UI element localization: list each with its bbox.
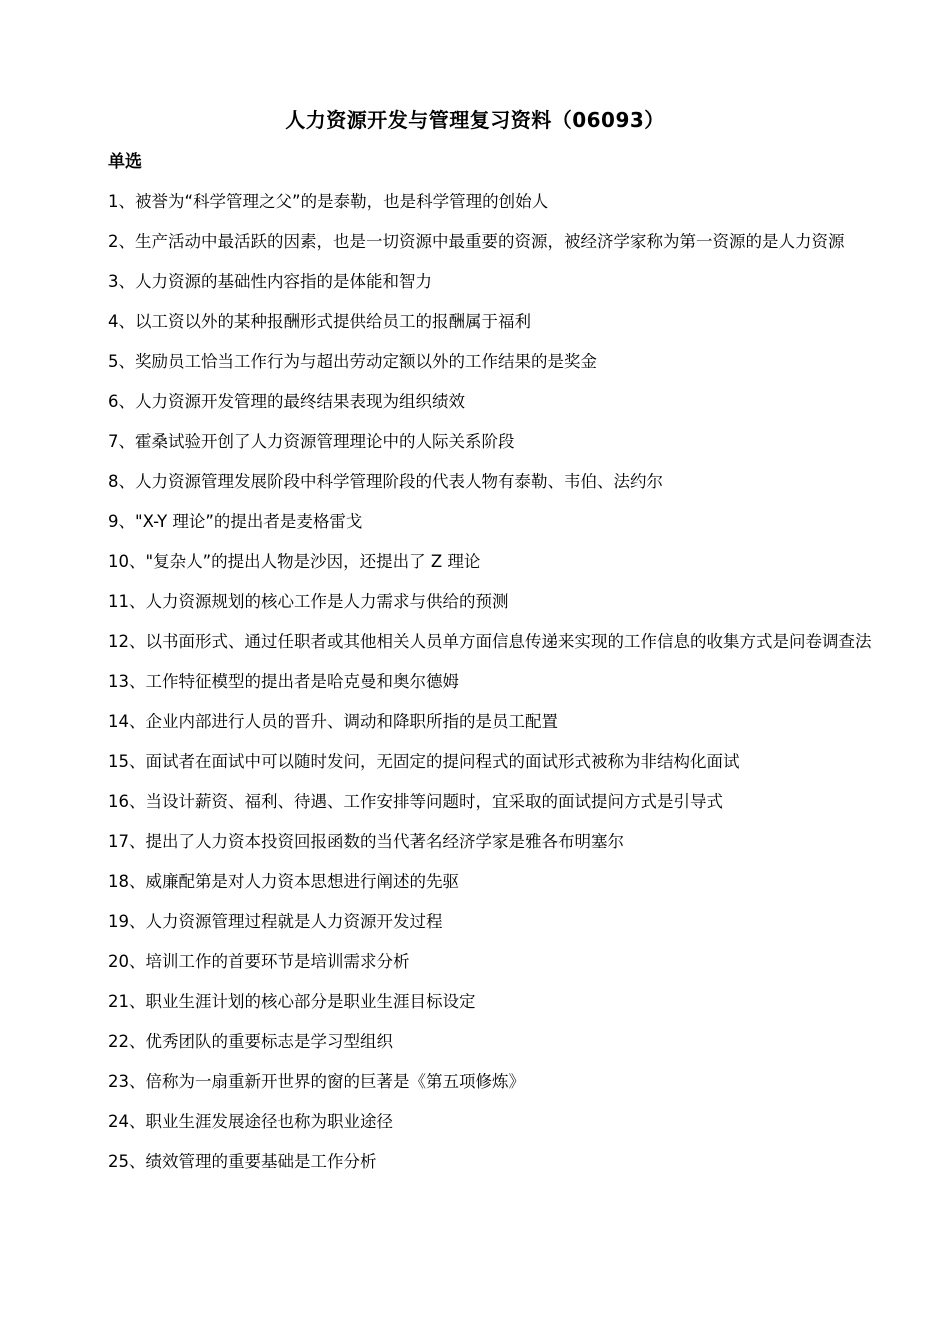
list-item: 24、职业生涯发展途径也称为职业途径 bbox=[108, 1112, 393, 1131]
list-item: 1、被誉为“科学管理之父”的是泰勒，也是科学管理的创始人 bbox=[108, 192, 549, 211]
list-item: 6、人力资源开发管理的最终结果表现为组织绩效 bbox=[108, 392, 465, 411]
document-title: 人力资源开发与管理复习资料（06093） bbox=[285, 108, 665, 132]
list-item: 8、人力资源管理发展阶段中科学管理阶段的代表人物有泰勒、韦伯、法约尔 bbox=[108, 472, 663, 491]
list-item: 3、人力资源的基础性内容指的是体能和智力 bbox=[108, 272, 432, 291]
section-heading: 单选 bbox=[108, 152, 142, 172]
list-item: 22、优秀团队的重要标志是学习型组织 bbox=[108, 1032, 393, 1051]
list-item: 4、以工资以外的某种报酬形式提供给员工的报酬属于福利 bbox=[108, 312, 531, 331]
list-item: 17、提出了人力资本投资回报函数的当代著名经济学家是雅各布明塞尔 bbox=[108, 832, 624, 851]
list-item: 2、生产活动中最活跃的因素，也是一切资源中最重要的资源，被经济学家称为第一资源的是人力资源 bbox=[108, 232, 845, 251]
list-item: 9、"X-Y 理论”的提出者是麦格雷戈 bbox=[108, 512, 363, 531]
list-item: 18、威廉配第是对人力资本思想进行阐述的先驱 bbox=[108, 872, 459, 891]
list-item: 7、霍桑试验开创了人力资源管理理论中的人际关系阶段 bbox=[108, 432, 515, 451]
question-list bbox=[108, 190, 888, 1190]
list-item: 10、"复杂人”的提出人物是沙因，还提出了 Z 理论 bbox=[108, 552, 481, 571]
list-item: 12、以书面形式、通过任职者或其他相关人员单方面信息传递来实现的工作信息的收集方式是问卷调查法 bbox=[108, 632, 872, 651]
list-item: 11、人力资源规划的核心工作是人力需求与供给的预测 bbox=[108, 592, 509, 611]
list-item: 13、工作特征模型的提出者是哈克曼和奥尔德姆 bbox=[108, 672, 459, 691]
list-item: 23、倍称为一扇重新开世界的窗的巨著是《第五项修炼》 bbox=[108, 1072, 525, 1091]
list-item: 15、面试者在面试中可以随时发问，无固定的提问程式的面试形式被称为非结构化面试 bbox=[108, 752, 740, 771]
list-item: 14、企业内部进行人员的晋升、调动和降职所指的是员工配置 bbox=[108, 712, 558, 731]
list-item: 19、人力资源管理过程就是人力资源开发过程 bbox=[108, 912, 443, 931]
list-item: 5、奖励员工恰当工作行为与超出劳动定额以外的工作结果的是奖金 bbox=[108, 352, 597, 371]
list-item: 21、职业生涯计划的核心部分是职业生涯目标设定 bbox=[108, 992, 476, 1011]
list-item: 20、培训工作的首要环节是培训需求分析 bbox=[108, 952, 410, 971]
list-item: 16、当设计薪资、福利、待遇、工作安排等问题时，宜采取的面试提问方式是引导式 bbox=[108, 792, 723, 811]
list-item: 25、绩效管理的重要基础是工作分析 bbox=[108, 1152, 377, 1171]
